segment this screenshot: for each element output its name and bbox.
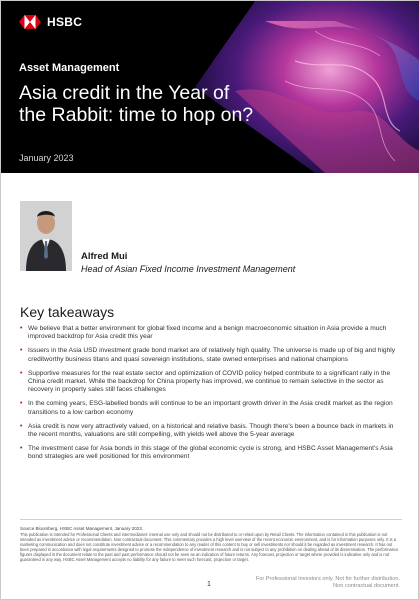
- list-item: • We believe that a better environment for global fixed income and a benign macroeconomic situation in Asia provide a much improved backdrop for Asia credit this year: [20, 325, 387, 341]
- list-item: • Asia credit is now very attractively valued, on a historical and relative basis. Though there's been a bounce back in markets in the recent months, valuations are still compelling, with yields well above the 5-year average: [20, 422, 394, 439]
- division-label: Asset Management: [19, 62, 120, 74]
- section-heading: Key takeaways: [20, 304, 115, 320]
- author-role: Head of Asian Fixed Income Investment Management: [81, 264, 296, 274]
- brand-name: HSBC: [47, 15, 83, 29]
- takeaways-list: [20, 325, 402, 468]
- disclaimer-text: This publication is intended for Professional Clients and intermediaries' internal use only and should not be distributed to or relied upon by Retail Clients. The information contained in this publication is not intended as investment advice or recommendation. Non contractual document. This commentary provides a high level overview of the recent economic environment, and is for information purposes only. It is a marketing communication and does not constitute investment advice or a recommendation to any reader of this content to buy or sell investments nor should it be regarded as investment research. It has not been prepared in accordance with legal requirements designed to promote the independence of investment research and is not subject to any prohibition on dealing ahead of its dissemination. The performance figures displayed in the document relate to the past and past performance should not be seen as an indication of future returns. Any forecast, projection or target where provided is indicative only and is not guaranteed in any way. HSBC Asset Management accepts no liability for any failure to meet such forecast, projection or target.: [20, 532, 399, 562]
- red-bullet-icon: •: [20, 445, 23, 453]
- contractual-line: Non contractual document.: [333, 583, 400, 589]
- brand-logo: [19, 15, 82, 29]
- red-bullet-icon: •: [20, 347, 23, 355]
- list-item: • The investment case for Asia bonds in this stage of the global economic cycle is strong, and HSBC Asset Management's Asia bond strategies are well positioned for this environment: [20, 445, 393, 461]
- header-banner: [1, 1, 419, 173]
- page-title: Asia credit in the Year of the Rabbit: time to hop on?: [19, 82, 254, 126]
- source-note: Source Bloomberg, HSBC Asset Management, January 2023.: [20, 526, 144, 531]
- red-bullet-icon: •: [20, 369, 23, 377]
- list-item: • Issuers in the Asia USD investment grade bond market are of relatively high quality. The universe is made up of big and highly creditworthy business titans and quasi sovereign institutions, state owned enterprises and national champions: [20, 347, 396, 363]
- publication-date: January 2023: [19, 153, 74, 163]
- distribution-line: For Professional Investors only. Not for further distribution.: [255, 576, 400, 582]
- page-number: 1: [207, 581, 211, 588]
- red-bullet-icon: •: [20, 400, 23, 408]
- footer-divider: [20, 519, 402, 520]
- list-item: • Supportive measures for the real estate sector and optimization of COVID policy helped contribute to a significant rally in the China credit market. While the backdrop for China property has improved, we continue to remain selective in the sector as recovery in property sales still faces challenges: [20, 369, 391, 394]
- red-bullet-icon: •: [20, 422, 23, 430]
- list-item: • In the coming years, ESG-labelled bonds will continue to be an important growth driver in the Asia credit market as the region transitions to a low carbon economy: [20, 400, 393, 416]
- red-bullet-icon: •: [20, 325, 23, 332]
- author-name: Alfred Mui: [81, 251, 128, 262]
- hsbc-hexagon-logo-icon: [19, 15, 41, 29]
- author-photo: [20, 201, 72, 271]
- distribution-notice: [256, 576, 400, 590]
